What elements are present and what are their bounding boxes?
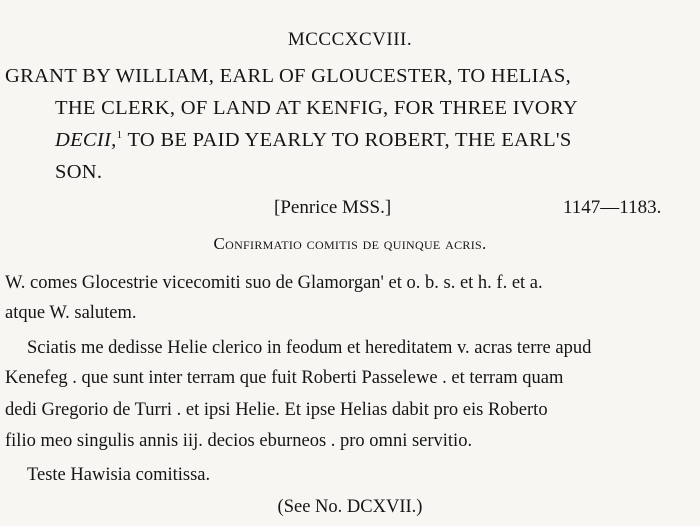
paragraph-2-line-2: Kenefeg . que sunt inter terram que fuit Roberti Passelewe . et terram quam bbox=[5, 368, 564, 388]
date-range: 1147—1183. bbox=[563, 197, 662, 218]
paragraph-1-line-2: atque W. salutem. bbox=[5, 303, 137, 323]
cross-reference: (See No. DCXVII.) bbox=[277, 497, 423, 517]
paragraph-2-line-4: filio meo singulis annis iij. decios eburneos . pro omni servitio. bbox=[5, 431, 473, 451]
source-reference: [Penrice MSS.] bbox=[274, 197, 392, 218]
charter-number: MCCCXCVIII. bbox=[287, 29, 413, 50]
paragraph-1-line-1: W. comes Glocestrie vicecomiti suo de Glamorgan' et o. b. s. et h. f. et a. bbox=[5, 273, 543, 293]
section-heading: Confirmatio comitis de quinque acris. bbox=[213, 234, 487, 253]
title-line-3-text: TO BE PAID YEARLY TO ROBERT, THE EARL'S bbox=[127, 129, 572, 151]
title-line-2: THE CLERK, OF LAND AT KENFIG, FOR THREE IVORY bbox=[55, 97, 578, 119]
title-line-1: GRANT BY WILLIAM, EARL OF GLOUCESTER, TO HELIAS, bbox=[5, 65, 571, 87]
title-line-4: SON. bbox=[55, 161, 103, 183]
witness-line: Teste Hawisia comitissa. bbox=[27, 465, 211, 485]
footnote-marker: 1 bbox=[116, 129, 123, 142]
paragraph-2-line-1: Sciatis me dedisse Helie clerico in feodum et hereditatem v. acras terre apud bbox=[27, 338, 592, 358]
title-italic-word: DECII, bbox=[55, 129, 117, 151]
paragraph-2-line-3: dedi Gregorio de Turri . et ipsi Helie. Et ipse Helias dabit pro eis Roberto bbox=[5, 400, 548, 420]
title-line-3 bbox=[55, 128, 572, 152]
